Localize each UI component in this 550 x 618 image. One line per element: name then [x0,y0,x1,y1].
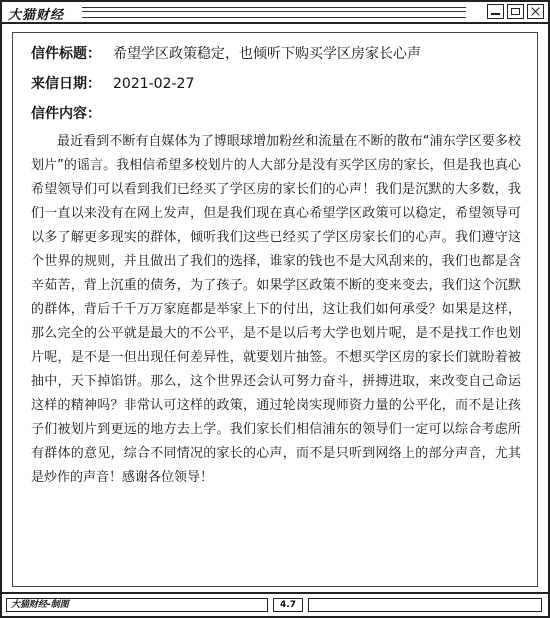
close-button[interactable] [527,4,544,19]
status-empty-field [308,598,542,612]
title-bar[interactable] [2,2,548,24]
date-row [31,73,194,93]
title-bar-decoration [82,7,466,18]
subject-row [31,43,421,63]
content-label: 信件内容： [31,106,101,122]
minimize-button[interactable] [487,4,504,19]
date-value: 2021-02-27 [113,76,195,92]
date-label: 来信日期： [31,76,101,92]
rating-value: 4.7 [273,598,303,612]
content-row [31,103,101,123]
window-controls [487,4,544,19]
letter-body-text: 最近看到不断有自媒体为了博眼球增加粉丝和流量在不断的散布“浦东学区要多校划片”的谣言。我相信希望多校划片的人大部分是没有买学区房的家长，但是我也真心希望领导们可以看到我们已经买了学区房的家长们的心声！我们是沉默的大多数，我们一直以来没有在网上发声，但是我们现在真心希望学区政策可以稳定，希望领导可以多了解更多现实的群体，倾听我们这些已经买了学区房家长们的心声。我们遵守这个世界的规则，并且做出了我们的选择，谁家的钱也不是大风刮来的，我们也都是含辛茹苦，背上沉重的债务，为了孩子。如果学区政策不断的变来变去，我们这个沉默的群体，背后千千万万家庭都是举家上下的付出，这让我们如何承受？如果是这样，那么完全的公平就是最大的不公平，是不是以后考大学也划片呢，是不是找工作也划片呢，是不是一但出现任何差异性，就要划片抽签。不想买学区房的家长们就盼着被抽中，天下掉馅饼。那么，这个世界还会认可努力奋斗，拼搏进取，来改变自己命运这样的精神吗？非常认可这样的政策，通过轮岗实现师资力量的公平化，而不是让孩子们被划片到更远的地方去上学。我们家长们相信浦东的领导们一定可以综合考虑所有群体的意见，综合不同情况的家长的心声，而不是只听到网络上的部分声音，尤其是炒作的声音！感谢各位领导！ [31,134,521,485]
subject-label: 信件标题： [31,46,101,62]
letter-panel [12,32,538,587]
status-bar [2,592,548,616]
maximize-button[interactable] [507,4,524,19]
letter-body [31,130,521,490]
window-title: 大猫财经 [8,8,65,23]
subject-value: 希望学区政策稳定，也倾听下购买学区房家长心声 [113,46,421,62]
source-caption: 大猫财经-制图 [6,598,268,612]
